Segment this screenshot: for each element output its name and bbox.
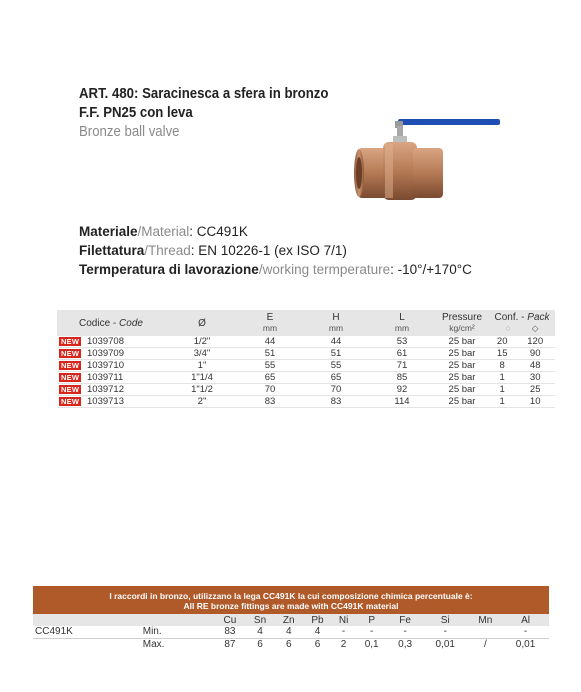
spec-thread-value: : EN 10226-1 (ex ISO 7/1): [190, 243, 347, 258]
product-code: 1039709: [87, 348, 124, 359]
pressure-cell: 25 bar: [435, 336, 489, 348]
pressure-cell: 25 bar: [435, 348, 489, 360]
pack-cell: 48: [515, 360, 555, 372]
pack-cell: 120: [515, 336, 555, 348]
element-header: Si: [422, 614, 469, 626]
conf-cell: 20: [489, 336, 515, 348]
diameter-cell: 1"1/4: [167, 372, 237, 384]
element-header: Cu: [215, 614, 246, 626]
table-row: [57, 348, 555, 360]
conf-pack-icons: ◌ ◇: [505, 323, 539, 333]
l-cell: 92: [369, 384, 435, 396]
l-cell: 71: [369, 360, 435, 372]
chem-corner: [33, 614, 129, 626]
product-code: 1039708: [87, 336, 124, 347]
pressure-cell: 25 bar: [435, 360, 489, 372]
col-e-label: E: [266, 312, 274, 323]
col-pack-label: Pack: [527, 312, 550, 323]
max-value: /: [483, 638, 487, 650]
col-pressure-unit: kg/cm²: [449, 323, 475, 333]
max-label: Max.: [142, 638, 165, 650]
spec-thread-label-en: /Thread: [144, 243, 191, 258]
element-header: Sn: [245, 614, 274, 626]
table-row: [57, 360, 555, 372]
chemistry-note-en: All RE bronze fittings are made with CC491K material: [183, 601, 399, 611]
spec-thread-label: Filettatura: [79, 243, 145, 258]
product-table: [57, 310, 555, 408]
new-badge: NEW: [61, 337, 80, 346]
spec-material-label-en: /Material: [137, 224, 190, 239]
code-cell: [57, 348, 167, 360]
min-value: -: [332, 626, 355, 638]
max-value: 0,01: [515, 638, 536, 650]
col-code-label-en: Code: [119, 317, 143, 329]
new-badge: NEW: [61, 361, 80, 370]
e-cell: 83: [237, 396, 303, 408]
max-value: 6: [314, 638, 321, 650]
article-subtitle: Bronze ball valve: [79, 123, 180, 140]
spec-material-value: : CC491K: [189, 224, 248, 239]
table-row: [57, 336, 555, 348]
chem-corner-2: [129, 614, 215, 626]
product-code: 1039710: [87, 360, 124, 371]
col-conf-label: Conf.: [494, 312, 519, 323]
alloy-name: CC491K: [33, 626, 129, 638]
min-value: -: [388, 626, 421, 638]
min-label: Min.: [129, 626, 215, 638]
h-cell: 51: [303, 348, 369, 360]
spec-temperature-label-en: /working termperature: [258, 262, 391, 277]
min-value: -: [502, 626, 549, 638]
col-code: Codice - Code: [57, 310, 167, 336]
pack-cell: 30: [515, 372, 555, 384]
conf-cell: 1: [489, 384, 515, 396]
min-value: 4: [245, 626, 274, 638]
chemistry-note: [33, 586, 549, 614]
col-e-unit: mm: [262, 323, 278, 333]
col-h: [303, 310, 369, 336]
diameter-cell: 3/4": [167, 348, 237, 360]
chem-row-min: [33, 626, 549, 638]
code-cell: [57, 396, 167, 408]
element-header: Ni: [332, 614, 355, 626]
col-h-unit: mm: [328, 323, 344, 333]
min-value: -: [355, 626, 388, 638]
col-conf-pack: Conf. - Pack ◌ ◇: [489, 310, 555, 336]
new-badge: NEW: [61, 385, 80, 394]
l-cell: 61: [369, 348, 435, 360]
h-cell: 44: [303, 336, 369, 348]
product-table-header: [57, 310, 555, 336]
element-header: Mn: [469, 614, 502, 626]
l-cell: 85: [369, 372, 435, 384]
col-l-unit: mm: [394, 323, 410, 333]
min-value: [469, 626, 502, 638]
pack-cell: 90: [515, 348, 555, 360]
element-header: Fe: [388, 614, 421, 626]
article-title: ART. 480: Saracinesca a sfera in bronzo: [79, 85, 329, 102]
min-value: 4: [275, 626, 303, 638]
col-pressure-label: Pressure: [441, 312, 482, 323]
alloy-empty: [33, 638, 129, 650]
h-cell: 70: [303, 384, 369, 396]
l-cell: 114: [369, 396, 435, 408]
element-header: Zn: [275, 614, 303, 626]
h-cell: 65: [303, 372, 369, 384]
col-l: [369, 310, 435, 336]
col-l-label: L: [399, 312, 405, 323]
new-badge: NEW: [61, 349, 80, 358]
e-cell: 70: [237, 384, 303, 396]
col-h-label: H: [332, 312, 340, 323]
chemistry-table-header: [33, 614, 549, 626]
min-value: 4: [303, 626, 332, 638]
conf-cell: 1: [489, 372, 515, 384]
element-header: Pb: [303, 614, 332, 626]
pressure-cell: 25 bar: [435, 396, 489, 408]
spec-temperature-label: Termperatura di lavorazione: [79, 262, 259, 277]
diameter-cell: 1/2": [167, 336, 237, 348]
diameter-cell: 1": [167, 360, 237, 372]
diameter-cell: 1"1/2: [167, 384, 237, 396]
product-code: 1039713: [87, 396, 124, 407]
element-header: P: [355, 614, 388, 626]
col-diameter: Ø: [167, 310, 237, 336]
max-value: 0,1: [364, 638, 379, 650]
conf-cell: 1: [489, 396, 515, 408]
pressure-cell: 25 bar: [435, 372, 489, 384]
pack-cell: 25: [515, 384, 555, 396]
col-e: [237, 310, 303, 336]
max-value: 6: [257, 638, 263, 650]
code-cell: [57, 336, 167, 348]
product-code: 1039712: [87, 384, 124, 395]
chemistry-table: [33, 614, 549, 650]
code-cell: [57, 372, 167, 384]
h-cell: 83: [303, 396, 369, 408]
table-row: [57, 384, 555, 396]
code-cell: [57, 360, 167, 372]
spec-material: [79, 222, 472, 241]
col-pressure: [435, 310, 489, 336]
title-block: [79, 84, 362, 141]
product-code: 1039711: [87, 372, 124, 383]
e-cell: 55: [237, 360, 303, 372]
col-code-label: Codice: [79, 317, 111, 329]
min-value: -: [422, 626, 469, 638]
spec-temperature: [79, 260, 472, 279]
l-cell: 53: [369, 336, 435, 348]
max-value: 6: [285, 638, 292, 650]
spec-temperature-value: : -10°/+170°C: [390, 262, 472, 277]
max-value: 0,01: [435, 638, 455, 650]
new-badge: NEW: [61, 373, 80, 382]
max-value: 2: [340, 638, 347, 650]
new-badge: NEW: [61, 397, 80, 406]
element-header: Al: [502, 614, 549, 626]
article-title-line2: F.F. PN25 con leva: [79, 104, 193, 121]
spec-thread: [79, 241, 472, 260]
diameter-cell: 2": [167, 396, 237, 408]
chem-row-max: [33, 638, 549, 650]
h-cell: 55: [303, 360, 369, 372]
e-cell: 65: [237, 372, 303, 384]
max-value: 0,3: [398, 638, 413, 650]
table-row: [57, 372, 555, 384]
min-value: 83: [215, 626, 246, 638]
conf-cell: 15: [489, 348, 515, 360]
conf-cell: 8: [489, 360, 515, 372]
code-cell: [57, 384, 167, 396]
e-cell: 44: [237, 336, 303, 348]
spec-material-label: Materiale: [79, 224, 138, 239]
ball-valve-image: [353, 108, 503, 204]
table-row: [57, 396, 555, 408]
max-value: 87: [224, 638, 236, 650]
pressure-cell: 25 bar: [435, 384, 489, 396]
spec-list: [79, 222, 472, 279]
e-cell: 51: [237, 348, 303, 360]
chemistry-note-it: I raccordi in bronzo, utilizzano la lega CC491K la cui composizione chimica percentuale è:: [109, 591, 473, 601]
pack-cell: 10: [515, 396, 555, 408]
